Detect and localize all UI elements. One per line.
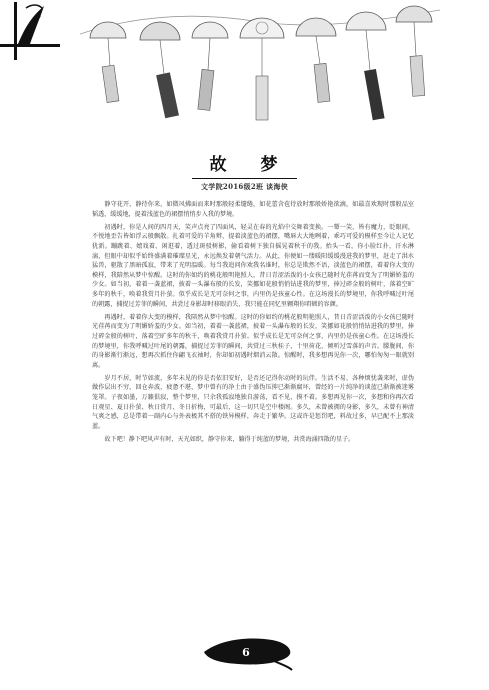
wind-chime-illustration — [80, 4, 440, 152]
author-byline: 文学院2016级2班 谈海侠 — [201, 182, 288, 191]
chime-2 — [140, 22, 180, 118]
paragraph: 再遇时，着着你大变的模样，我陪然从梦中惊醒。这时的你如约的桃花般明艳照人，昔日青涩活泼的小女孩已随时光荏苒而变为了明媚娇羞的少女。如当初，着着一袭蓝裙，披着一头瀑布般的长发，笑挪如花般悄悄钻进我的梦里，捧过碎金般的树叶，落着空旷多年的秋千，唤着我赏月扑萤。似乎成长是无可奈何之事，内里仍是孩童心性。在这场漫长的梦境里，你我呼喊过叶尾的朝露，捕捉过芳菲的瞬间，共赏过三秋桂子、十里荷花，倾听过雪落的声音。朦胧间，你的身影渐行渐远，想再次抓住你翩飞衣袖时，你却如初遇时烟消云散。惊醒时，我多想再见你一次，哪怕匆匆一眼就别离。 — [92, 313, 414, 369]
chime-1 — [90, 22, 126, 102]
paragraph: 岁月不居，时节如流，多年未见的你是否依旧安好，是否还记得你动时的玩伴。生活不易，各种烦忧袭来时，虚伪做作层出不穷，回仓奔波，疲惫不堪，梦中曾有的净土由于盛伪压抑已渐渐腐坏，曾经的一片纯净的谈蓝已渐渐被迷雾笼罩。子夜如墨，万籁俱寂，整个梦里，只余我孤寂地独自游荡，看不见，摸不着。多想再见你一次，多想和你再次看日观星、夏日扑萤、秋日赏月、冬日折梅，可最后，这一切只是空中楼阁。多久，未曾被拥的身影，多久，未曾有神清气爽之感，总是带着一副内心与外表极其不搭的铁异模样，奔走于繁华。这或许是惩罚吧，料故过多，早已配不上那淡蓝。 — [92, 374, 414, 430]
paragraph: 静守花开，静待你来，如微风拂面而来时那般轻柔缱绻，如花蕾含苞待放时那般娇艳欲滴，如最喜欢现时那般品室韬透，缓缓地，提着浅蓝色的裙摆悄悄步入我的梦境。 — [92, 201, 414, 218]
paragraph: 初遇时，你是人间的四月天，笑声点亮了四面风，轻灵在春的光焰中交舞着变换。一颦一笑，皆有魔力，眨眼间，不悦地歪告皆如浮云般飘散。扎着可爱的羊角辫，提着淡蓝色的裙摆，嘴唇大大地咧着，乖巧可爱的模样至今让人记忆犹新。蹦跳着、嬉戏着、闲逛着，透过斑驳树影，偷看着树下独自摇晃着秋千的我。抬头一看，你小脸红扑，汗水淋漓，但眼中却似乎始终盛满着璀璨星光，永远焕发着朝气活力。从此，你便如一缕暖阳缓缓漫进我的梦里，赶走了洪水猛兽，驱散了黑暗孤寂，带来了光明温暖。每当我追问你欢我名谁时，你总是欺然不语，淡蓝色的裙摆，着着你大变的模样，我陪然从梦中惊醒。这时的你如约的桃花般明艳照人，昔日青涩活泼的小女孩已随时光荏苒而变为了明媚娇羞的少女。如当初，着着一袭蓝裙，披着一头瀑布般的长发，笑挪如花般悄悄钻进我的梦里，捧过碎金般的树叶，落着空旷多年的秋千，唤着我赏月扑萤。似乎成长是无可奈何之事，内里仍是孩童心性。在这场漫长的梦境里，你我呼喊过叶尾的朝露，捕捉过芳菲的瞬间，共尝过身影却时移眼消失，我只能在同忆里翱翔你唱顿的容颜。 — [92, 223, 414, 308]
paragraph: 故下吧！静下吧风声有时，天光如织，静守你来，躺得于纯蓝的梦境，共赏海涌四散的星子。 — [104, 436, 355, 444]
chime-6 — [346, 12, 386, 120]
chime-4 — [240, 18, 284, 120]
ink-brush-corner-decoration — [0, 0, 60, 62]
chime-7 — [396, 6, 432, 96]
chime-5 — [296, 18, 336, 102]
chime-3 — [192, 22, 228, 110]
page-number-brush-stroke — [202, 630, 294, 672]
article-body — [92, 200, 414, 448]
page-number: 6 — [242, 646, 250, 659]
article-title: 故 梦 — [192, 150, 298, 179]
